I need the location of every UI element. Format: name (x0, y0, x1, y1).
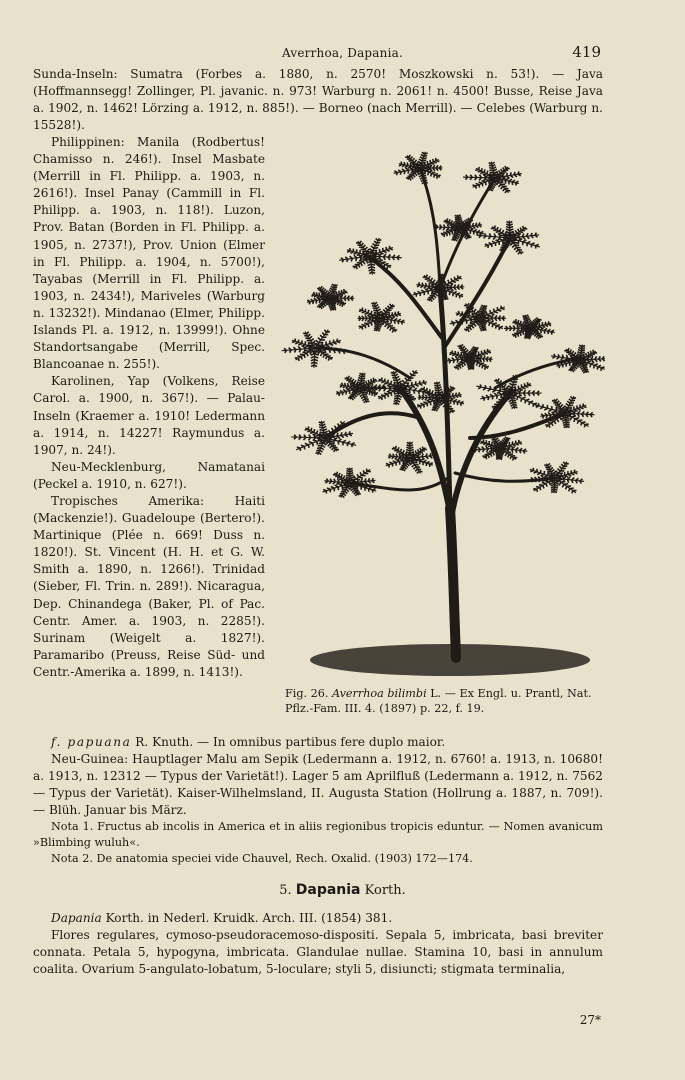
signature-mark: 27* (579, 1013, 601, 1027)
leaf-whorl (504, 315, 555, 339)
leaf-whorl (476, 220, 539, 254)
note-1: Nota 1. Fructus ab incolis in America et in aliis regionibus tropicis eduntur. — Nomen avanicum »Blimbing wuluh«. (33, 820, 603, 850)
top-paragraph: Sunda-Inseln: Sumatra (Forbes a. 1880, n. 2570! Moszkowski n. 53!). — Java (Hoffmannsegg! Zollinger, Pl. javanic. n. 973! Warburg n. 2061! n. 4500! Busse, Reise Java a. 1902, n. 1462! Lörzing a. 1912, n. 885!). — Borneo (nach Merrill). — Celebes (Warburg n. 15528!). (33, 67, 603, 133)
leaf-whorl (358, 302, 405, 333)
leaf-whorl (530, 462, 584, 494)
note-2: Nota 2. De anatomia speciei vide Chauvel, Rech. Oxalid. (1903) 172—174. (51, 852, 473, 866)
leaf-whorl (443, 344, 493, 370)
caption-species: Averrhoa bilimbi (331, 687, 427, 700)
variety-name: f. papuana (51, 735, 132, 749)
leaf-whorl (434, 215, 484, 242)
leaf-whorl (417, 382, 464, 413)
ground-hatching (310, 644, 590, 676)
genus-citation (33, 910, 603, 927)
leaf-whorl (394, 152, 443, 184)
tree-trunk (315, 168, 580, 658)
caption-prefix: Fig. 26. (285, 687, 332, 700)
variety-localities: Neu-Guinea: Hauptlager Malu am Sepik (Ledermann a. 1912, n. 6760! a. 1913, n. 10680! a. 1913, n. 12312 — Typus der Varietät!). Lager 5 am Aprilfluß (Ledermann a. 1912, n. 7562 — Typus der Varietät). Kaiser-Wilhelmsland, II. Augusta Station (Hollrung a. 1887, n. 709!). — Blüh. Januar bis März. (33, 752, 603, 818)
running-title: Averrhoa, Dapania. (281, 46, 404, 60)
lower-text (33, 734, 603, 867)
paragraph-neu-mecklenburg: Neu-Mecklenburg, Namatanai (Peckel a. 1910, n. 627!). (33, 459, 265, 491)
left-column-text (33, 134, 265, 681)
citation-genus: Dapania (51, 911, 102, 925)
paragraph-karolinen: Karolinen, Yap (Volkens, Reise Carol. a. 1900, n. 367!). — Palau-Inseln (Kraemer a. 1910! Ledermann a. 1914, n. 14227! Raymundus a. 1907, n. 24!). (33, 374, 265, 457)
section-heading (0, 882, 685, 898)
leaf-whorl (307, 284, 354, 310)
figure-caption (285, 686, 605, 716)
paragraph-tropisches-amerika: Tropisches Amerika: Haiti (Mackenzie!). Guadeloupe (Bertero!). Martinique (Plée n. 669! Duss n. 1820!). St. Vincent (H. H. et G. W. Smith a. 1890, n. 1266!). Trinidad (Sieber, Fl. Trin. n. 289!). Nicaragua, Dep. Chinandega (Baker, Pl. of Pac. Centr. Amer. a. 1903, n. 2285!). Surinam (Weigelt a. 1827!). Paramaribo (Preuss, Reise Süd- und Centr.-Amerika a. 1899, n. 1413!). (33, 493, 265, 679)
variety-diagnosis: R. Knuth. — In omnibus partibus fere duplo maior. (131, 735, 446, 749)
running-head (0, 43, 685, 66)
averrhoa-bilimbi-tree-engraving (270, 138, 605, 693)
page-number: 419 (572, 43, 601, 61)
genus-author: Korth. (364, 883, 406, 898)
citation-reference: Korth. in Nederl. Kruidk. Arch. III. (1854) 381. (101, 911, 393, 925)
leaf-whorl (551, 345, 605, 374)
caption-citation: L. — Ex Engl. u. Prantl, Nat. Pflz.-Fam. III. 4. (1897) p. 22, f. 19. (285, 687, 592, 715)
leaf-whorl (463, 162, 522, 193)
paragraph-philippinen: Philippinen: Manila (Rodbertus! Chamisso n. 246!). Insel Masbate (Merrill in Fl. Philipp. a. 1903, n. 2616!). Insel Panay (Cammill in Fl. Philipp. a. 1903, n. 118!). Luzon, Prov. Batan (Borden in Fl. Philipp. a. 1905, n. 2737!), Prov. Union (Elmer in Fl. Philipp. a. 1904, n. 5700!), Tayabas (Merrill in Fl. Philipp. a. 1903, n. 2434!), Mariveles (Warburg n. 13232!). Mindanao (Elmer, Philipp. Islands Pl. a. 1912, n. 13999!). Ohne Standortsangabe (Merrill, Spec. Blancoanae n. 255!). (33, 135, 265, 372)
leaf-whorl (323, 468, 377, 498)
genus-name: Dapania (295, 882, 361, 898)
genus-block (33, 910, 603, 978)
genus-description: Flores regulares, cymoso-pseudoracemoso-dispositi. Sepala 5, imbricata, basi breviter connata. Petala 5, hypogyna, imbricata. Glandulae nullae. Stamina 10, basi in annulum coalita. Ovarium 5-angulato-lobatum, 5-loculare; styli 5, disiuncti; stigmata terminalia, (33, 928, 603, 977)
leaf-whorl (339, 238, 402, 275)
section-number: 5. (279, 883, 292, 898)
tree-illustration (270, 138, 605, 693)
variety-line (33, 734, 603, 751)
